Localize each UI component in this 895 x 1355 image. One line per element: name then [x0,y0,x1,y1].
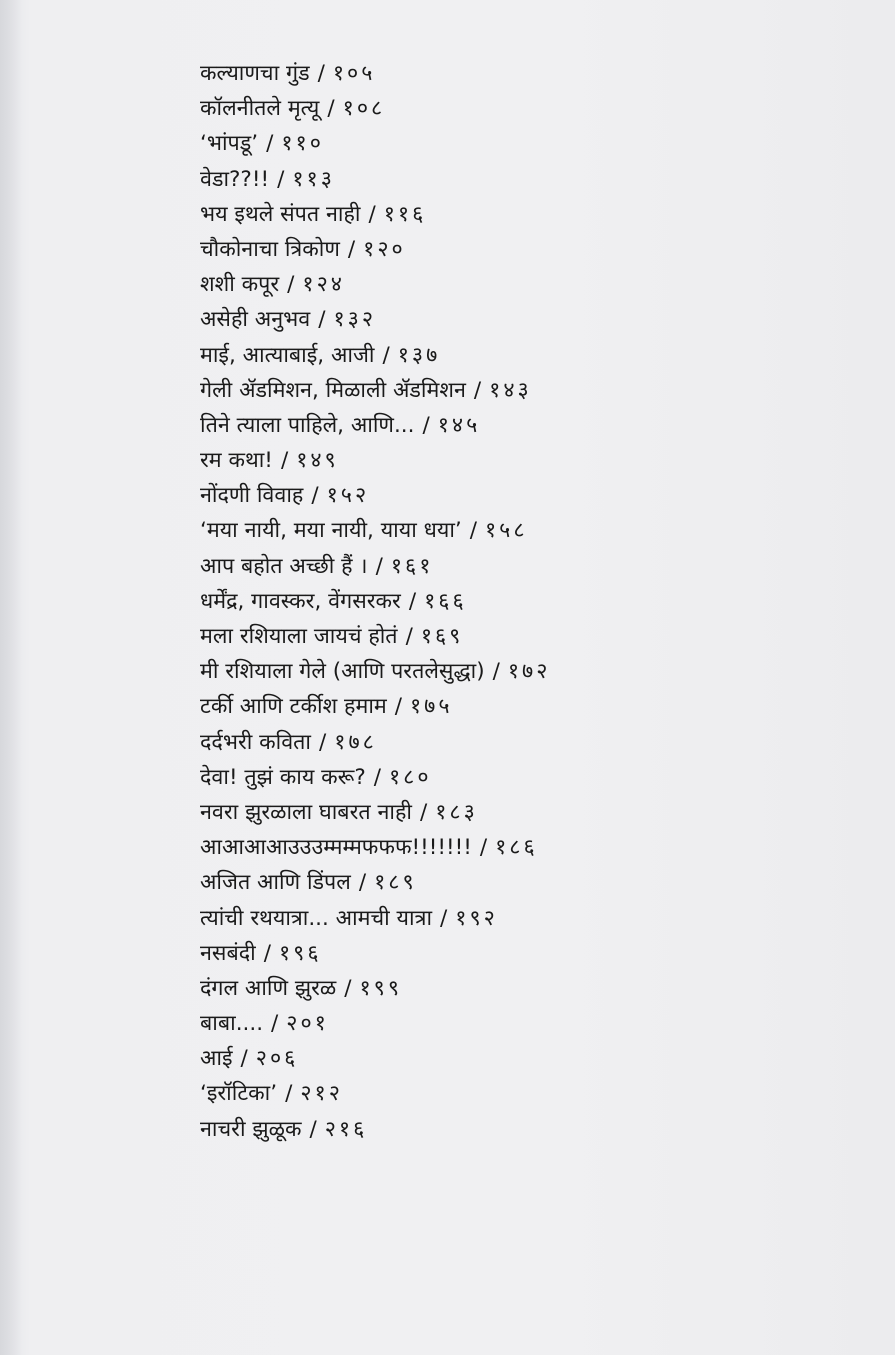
page-spine-shadow [0,0,22,1355]
toc-entry-page-number: १८३ [435,799,478,825]
toc-entry-separator: / [311,483,319,509]
toc-entry-separator: / [368,201,376,227]
toc-entry-title: गेली ॲडमिशन, मिळाली ॲडमिशन [200,377,466,403]
toc-entry-page-number: १७५ [410,694,453,720]
toc-entry-page-number: १३७ [397,342,441,368]
toc-entry-title: बाबा.... [200,1011,264,1037]
toc-entry-title: वेडा??!! [200,166,270,192]
toc-entry-separator: / [405,624,413,649]
toc-entry-title: अजित आणि डिंपल [200,870,351,896]
toc-entry-page-number: १३२ [333,307,377,333]
toc-entry [200,373,840,408]
toc-entry [200,232,840,267]
toc-entry-title: ‘मया नायी, मया नायी, याया धया’ [200,518,462,544]
toc-entry [200,549,840,584]
toc-entry-separator: / [492,659,500,685]
toc-entry-title: धर्मेंद्र, गावस्कर, वेंगसरकर [200,588,401,614]
toc-entry [200,584,840,619]
toc-entry-title: असेही अनुभव [200,307,311,333]
toc-entry [200,760,840,795]
toc-entry-page-number: २१६ [324,1116,368,1142]
toc-entry-separator: / [263,940,271,966]
toc-entry-title: भय इथले संपत नाही [200,201,361,227]
toc-entry [200,795,840,830]
toc-entry [200,267,840,302]
toc-entry-separator: / [280,448,289,474]
toc-entry-separator: / [469,518,477,544]
toc-entry-page-number: २०१ [286,1011,329,1037]
toc-entry-page-number: १४५ [437,412,481,438]
toc-entry-title: ‘भांपडू’ [200,131,259,157]
toc-entry-title: देवा! तुझं काय करू? [200,764,366,790]
toc-entry-separator: / [358,870,367,896]
toc-entry-separator: / [419,799,428,825]
toc-entry-separator: / [240,1046,248,1072]
toc-entry-separator: / [271,1011,279,1037]
toc-entry-page-number: १४३ [489,377,532,403]
toc-entry-page-number: १७२ [507,659,551,685]
toc-entry-separator: / [317,61,325,86]
toc-entry-page-number: १८९ [374,870,417,896]
toc-entry-page-number: १९६ [278,940,322,966]
toc-entry [200,1112,840,1147]
toc-entry-title: टर्की आणि टर्कीश हमाम [200,694,387,720]
toc-entry-separator: / [440,905,448,931]
toc-entry [200,901,840,936]
toc-entry-title: चौकोनाचा त्रिकोण [200,236,340,262]
toc-entry [200,936,840,971]
toc-entry-title: नसबंदी [200,940,256,966]
toc-entry [200,619,840,654]
toc-entry [200,408,840,443]
toc-entry-separator: / [408,588,417,614]
toc-entry-page-number: १९९ [359,975,403,1001]
toc-entry-separator: / [473,377,482,403]
toc-entry [200,1076,840,1111]
toc-entry-title: मला रशियाला जायचं होतं [200,624,398,649]
toc-entry-separator: / [479,835,488,861]
toc-entry-page-number: १६६ [424,588,467,614]
toc-entry [200,1006,840,1041]
toc-entry [200,126,840,161]
toc-entry-page-number: १४९ [296,448,339,474]
toc-entry-page-number: १६१ [390,553,434,579]
toc-entry-title: नोंदणी विवाह [200,483,304,509]
toc-entry-separator: / [287,272,295,298]
toc-entry-title: नवरा झुरळाला घाबरत नाही [200,799,412,825]
toc-entry [200,56,840,91]
toc-entry-separator: / [285,1081,293,1107]
toc-entry [200,830,840,865]
toc-entry-title: त्यांची रथयात्रा... आमची यात्रा [200,905,433,931]
toc-entry-title: नाचरी झुळूक [200,1116,302,1142]
toc-entry-separator: / [309,1116,317,1142]
toc-entry-page-number: २१२ [300,1081,343,1107]
toc-entry [200,725,840,760]
toc-entry-separator: / [327,96,335,122]
toc-entry [200,162,840,197]
toc-entry-page-number: १५२ [326,483,370,509]
toc-entry-title: कॉलनीतले मृत्यू [200,96,320,122]
table-of-contents [200,56,840,1147]
toc-entry-page-number: ११३ [292,166,335,192]
toc-entry [200,338,840,373]
toc-entry-page-number: २०६ [255,1046,299,1072]
toc-entry-title: कल्याणचा गुंड [200,61,310,86]
toc-entry-page-number: १०५ [332,61,376,86]
toc-entry-title: दर्दभरी कविता [200,729,312,755]
toc-entry [200,654,840,689]
toc-entry-page-number: १८० [389,764,432,790]
toc-entry [200,478,840,513]
toc-entry-page-number: १७८ [334,729,377,755]
toc-entry-page-number: १२४ [302,272,345,298]
toc-entry-title: आई [200,1046,233,1072]
toc-entry-separator: / [347,236,356,262]
toc-entry-title: मी रशियाला गेले (आणि परतलेसुद्धा) [200,659,485,685]
toc-entry [200,91,840,126]
toc-entry-separator: / [373,764,381,790]
toc-entry-page-number: ११६ [383,201,427,227]
toc-entry-title: तिने त्याला पाहिले, आणि... [200,412,415,438]
toc-entry-title: रम कथा! [200,448,273,474]
toc-entry-title: आप बहोत अच्छी हैं । [200,553,368,579]
toc-entry-page-number: १९२ [455,905,498,931]
toc-entry-separator: / [394,694,402,720]
toc-entry-title: माई, आत्याबाई, आजी [200,342,375,368]
toc-entry-page-number: १८६ [495,835,538,861]
toc-entry-page-number: १६९ [420,624,464,649]
toc-entry-separator: / [318,307,326,333]
toc-entry-separator: / [422,412,430,438]
toc-entry-separator: / [375,553,383,579]
toc-entry [200,513,840,548]
toc-entry-title: शशी कपूर [200,272,280,298]
toc-entry-separator: / [319,729,327,755]
toc-entry [200,197,840,232]
toc-entry-page-number: ११० [281,131,324,157]
toc-entry-separator: / [266,131,274,157]
toc-entry [200,302,840,337]
toc-entry-separator: / [277,166,285,192]
toc-entry-title: आआआआउउउम्मम्मफफफ!!!!!!! [200,835,472,861]
toc-entry [200,443,840,478]
toc-entry [200,865,840,900]
toc-entry-title: दंगल आणि झुरळ [200,975,337,1001]
toc-entry-page-number: १५८ [484,518,528,544]
toc-entry [200,689,840,724]
toc-entry-page-number: १२० [363,236,406,262]
toc-entry [200,1041,840,1076]
toc-entry-page-number: १०८ [342,96,386,122]
toc-entry-separator: / [344,975,352,1001]
toc-entry-separator: / [382,342,390,368]
toc-entry-title: ‘इरॉटिका’ [200,1081,278,1107]
toc-entry [200,971,840,1006]
